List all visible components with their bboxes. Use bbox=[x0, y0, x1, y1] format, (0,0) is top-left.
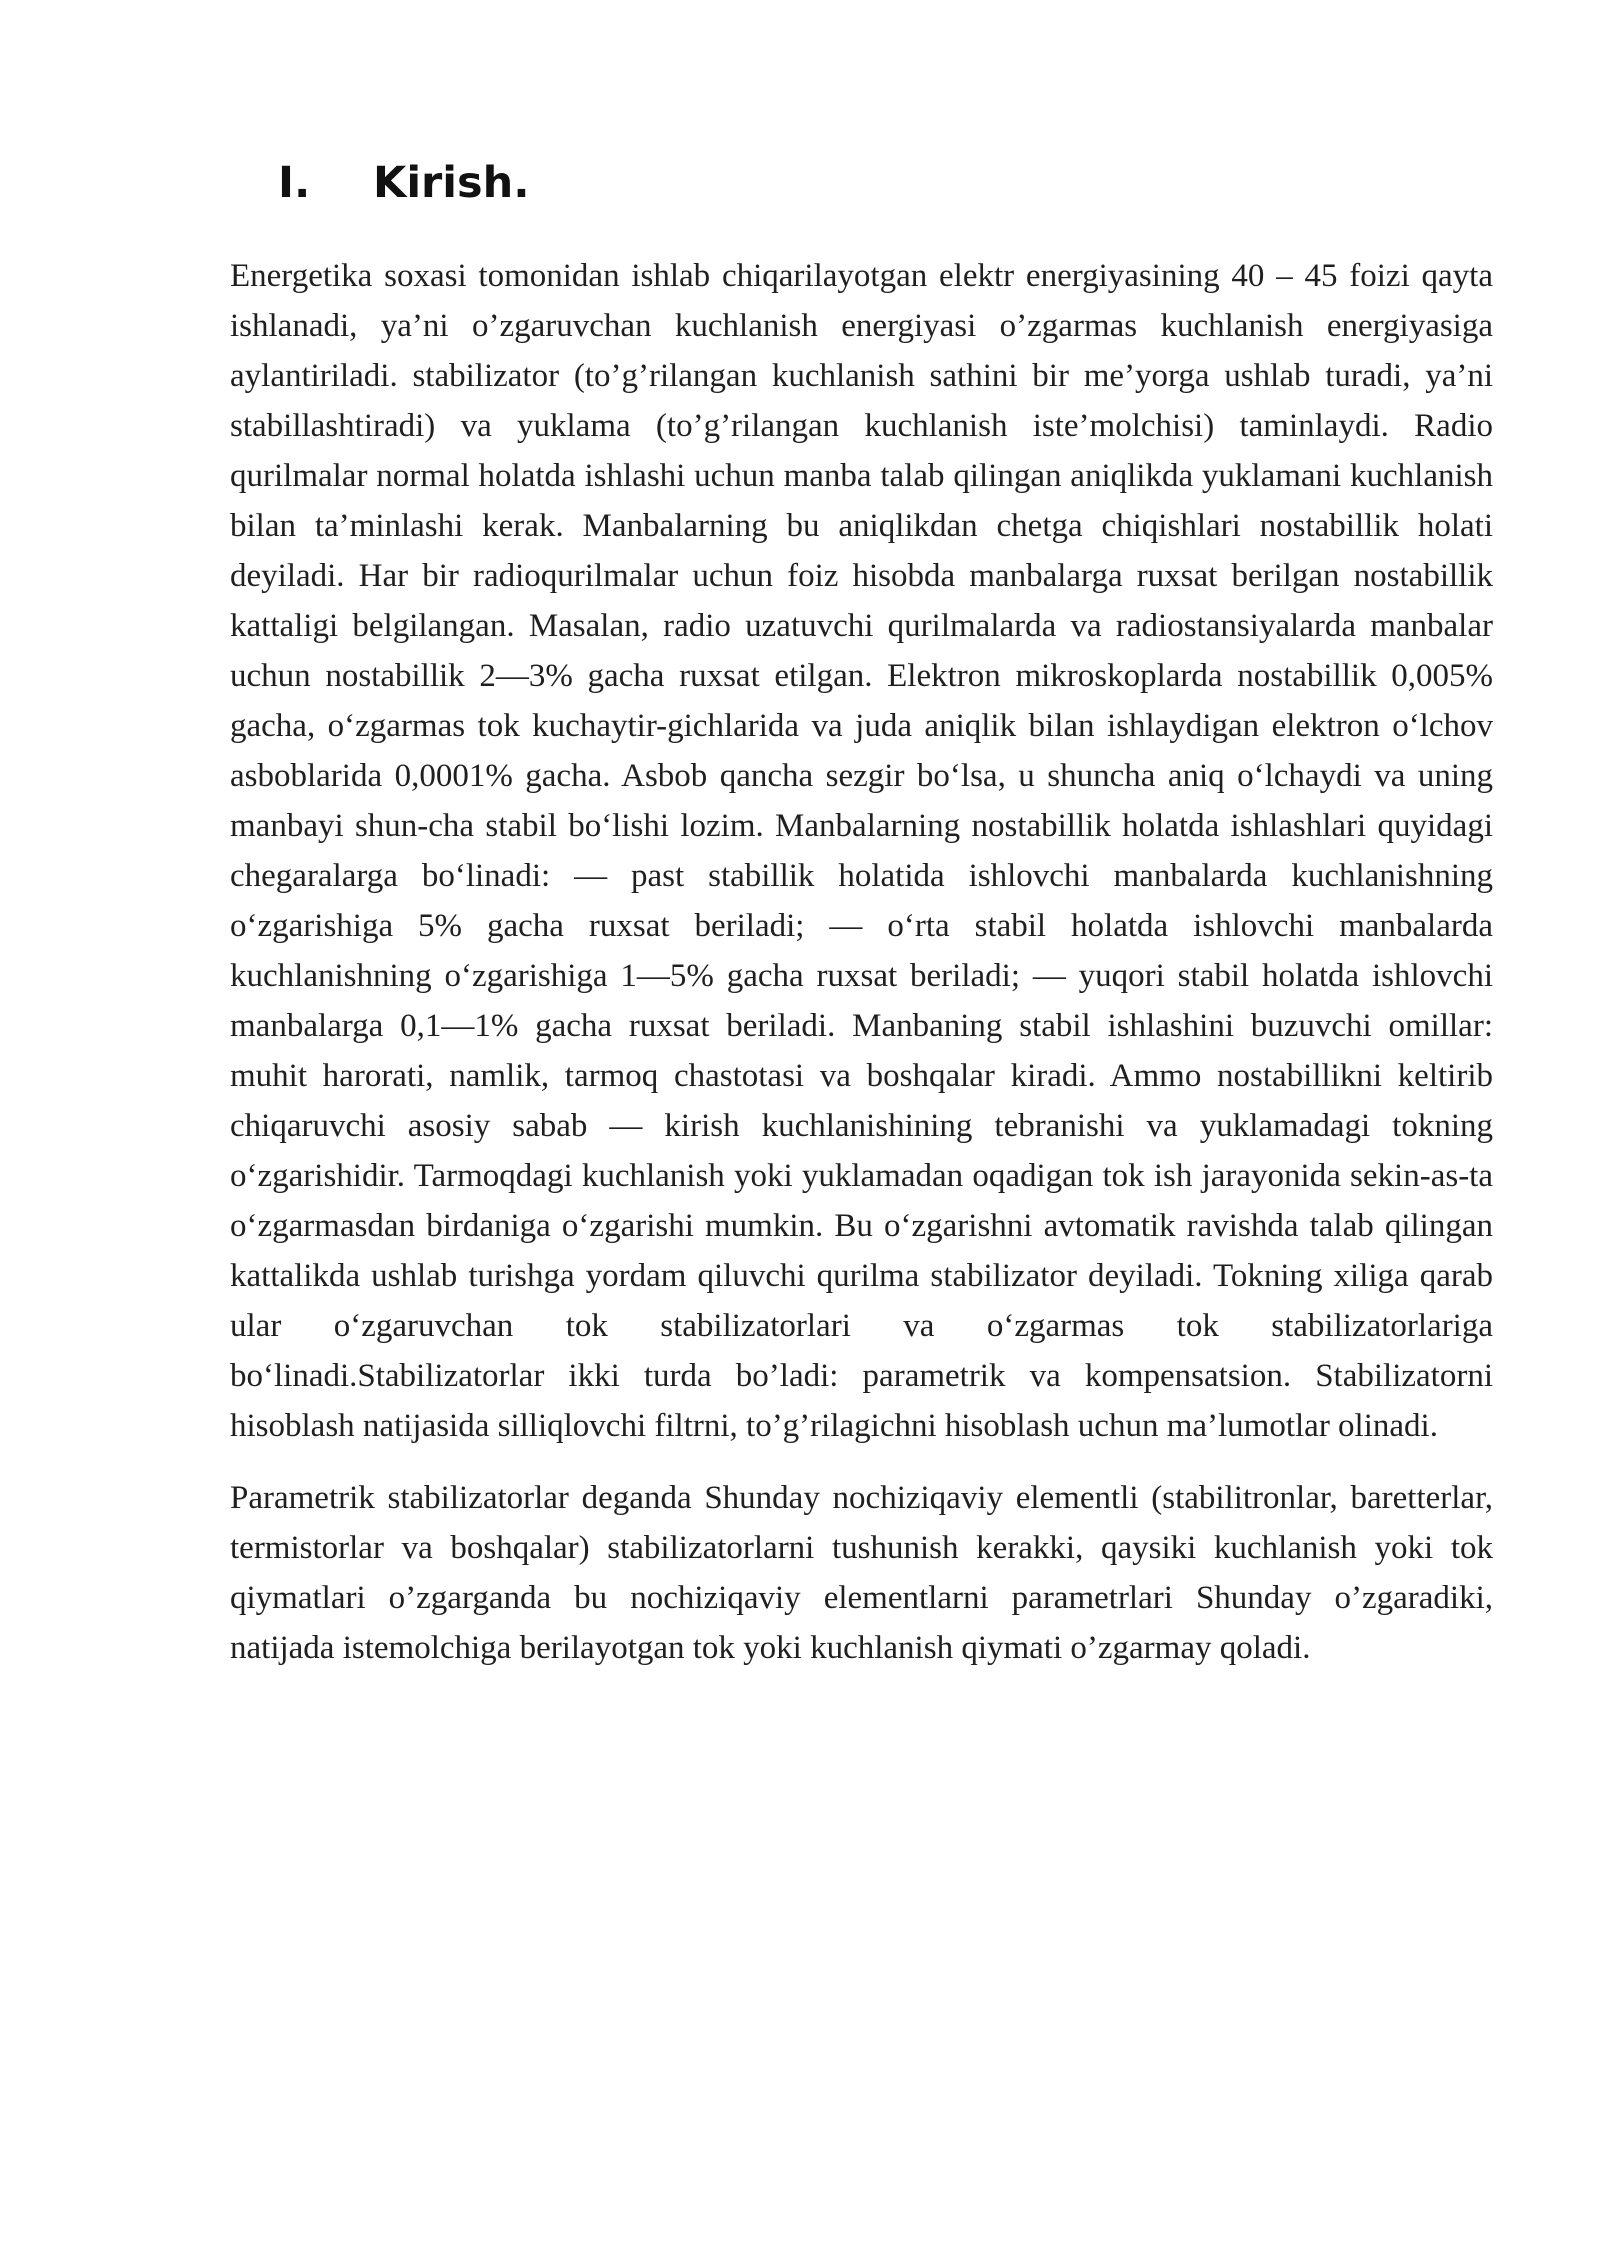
paragraph-parametric: Parametrik stabilizatorlar deganda Shunday nochiziqaviy elementli (stabilitronlar, baretterlar, termistorlar va boshqalar) stabilizatorlarni tushunish kerakki, qaysiki kuchlanish yoki tok qiymatlari o’zgarganda bu nochiziqaviy elementlarni parametrlari Shunday o’zgaradiki, natijada istemolchiga berilayotgan tok yoki kuchlanish qiymati o’zgarmay qoladi. bbox=[230, 1480, 1493, 1666]
section-title: Kirish. bbox=[373, 158, 530, 208]
body-text bbox=[230, 251, 1493, 1673]
section-number: I. bbox=[278, 158, 311, 208]
paragraph-intro: Energetika soxasi tomonidan ishlab chiqarilayotgan elektr energiyasining 40 – 45 foizi qayta ishlanadi, ya’ni o’zgaruvchan kuchlanish energiyasi o’zgarmas kuchlanish energiyasiga aylantiriladi. stabilizator (to’g’rilangan kuchlanish sathini bir me’yorga ushlab turadi, ya’ni stabillashtiradi) va yuklama (to’g’rilangan kuchlanish iste’molchisi) taminlaydi. Radio qurilmalar normal holatda ishlashi uchun manba talab qilingan aniqlikda yuklamani kuchlanish bilan ta’minlashi kerak. Manbalarning bu aniqlikdan chetga chiqishlari nostabillik holati deyiladi. Har bir radioqurilmalar uchun foiz hisobda manbalarga ruxsat berilgan nostabillik kattaligi belgilangan. Masalan, radio uzatuvchi qurilmalarda va radiostansiyalarda manbalar uchun nostabillik 2—3% gacha ruxsat etilgan. Elektron mikroskoplarda nostabillik 0,005% gacha, o‘zgarmas tok kuchaytir-gichlarida va juda aniqlik bilan ishlaydigan elektron o‘lchov asboblarida 0,0001% gacha. Asbob qancha sezgir bo‘lsa, u shuncha aniq o‘lchaydi va uning manbayi shun-cha stabil bo‘lishi lozim. Manbalarning nostabillik holatda ishlashlari quyidagi chegaralarga bo‘linadi: — past stabillik holatida ishlovchi manbalarda kuchlanishning o‘zgarishiga 5% gacha ruxsat beriladi; — o‘rta stabil holatda ishlovchi manbalarda kuchlanishning o‘zgarishiga 1—5% gacha ruxsat beriladi; — yuqori stabil holatda ishlovchi manbalarga 0,1—1% gacha ruxsat beriladi. Manbaning stabil ishlashini buzuvchi omillar: muhit harorati, namlik, tarmoq chastotasi va boshqalar kiradi. Ammo nostabillikni keltirib chiqaruvchi asosiy sabab — kirish kuchlanishining tebranishi va yuklamadagi tokning o‘zgarishidir. Tarmoqdagi kuchlanish yoki yuklamadan oqadigan tok ish jarayonida sekin-as-ta o‘zgarmasdan birdaniga o‘zgarishi mumkin. Bu o‘zgarishni avtomatik ravishda talab qilingan kattalikda ushlab turishga yordam qiluvchi qurilma stabilizator deyiladi. Tokning xiliga qarab ular o‘zgaruvchan tok stabilizatorlari va o‘zgarmas tok stabilizatorlariga bo‘linadi.Stabilizatorlar ikki turda bo’ladi: parametrik va kompensatsion. Stabilizatorni hisoblash natijasida silliqlovchi filtrni, to’g’rilagichni hisoblash uchun ma’lumotlar olinadi. bbox=[230, 258, 1493, 1444]
section-heading bbox=[278, 158, 530, 208]
